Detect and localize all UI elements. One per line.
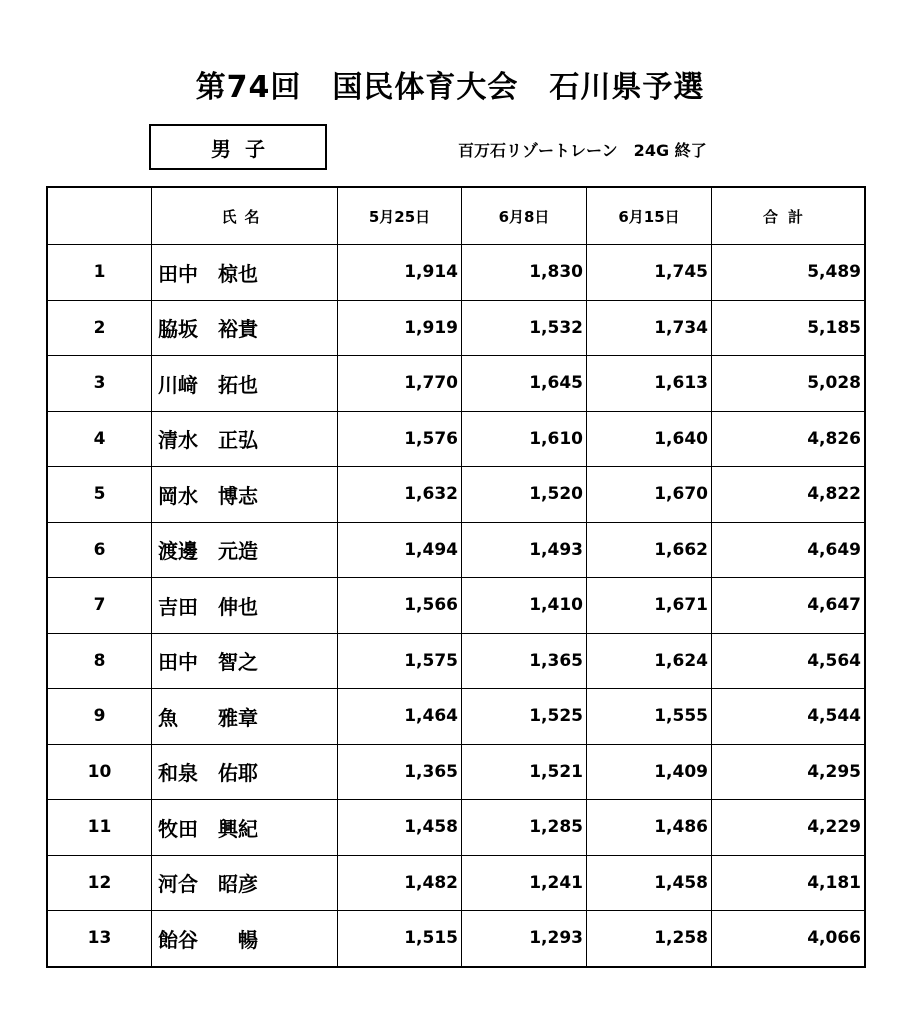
game2-score-cell: 1,645 [462, 356, 587, 412]
table-row [47, 744, 865, 800]
player-name-cell: 和泉 佑耶 [152, 744, 338, 800]
game1-score-cell: 1,464 [338, 689, 462, 745]
total-score-cell: 4,649 [712, 522, 866, 578]
game1-score-cell: 1,482 [338, 855, 462, 911]
player-name-cell: 岡水 博志 [152, 467, 338, 523]
game3-score-cell: 1,670 [587, 467, 712, 523]
rank-cell: 9 [47, 689, 152, 745]
table-row [47, 245, 865, 301]
game3-score-cell: 1,640 [587, 411, 712, 467]
table-row [47, 633, 865, 689]
game1-score-cell: 1,566 [338, 578, 462, 634]
rank-cell: 2 [47, 300, 152, 356]
venue-status: 百万石リゾートレーン 24G 終了 [458, 141, 707, 160]
game1-score-cell: 1,365 [338, 744, 462, 800]
header-total: 合計 [712, 187, 866, 245]
game2-score-cell: 1,493 [462, 522, 587, 578]
rank-cell: 4 [47, 411, 152, 467]
game3-score-cell: 1,745 [587, 245, 712, 301]
header-game3-date: 6月15日 [587, 187, 712, 245]
game2-score-cell: 1,285 [462, 800, 587, 856]
rank-cell: 12 [47, 855, 152, 911]
game1-score-cell: 1,458 [338, 800, 462, 856]
rank-cell: 8 [47, 633, 152, 689]
header-rank [47, 187, 152, 245]
game1-score-cell: 1,770 [338, 356, 462, 412]
game2-score-cell: 1,365 [462, 633, 587, 689]
game2-score-cell: 1,532 [462, 300, 587, 356]
table-row [47, 911, 865, 967]
rank-cell: 1 [47, 245, 152, 301]
table-row [47, 855, 865, 911]
table-row [47, 411, 865, 467]
total-score-cell: 4,647 [712, 578, 866, 634]
player-name-cell: 田中 智之 [152, 633, 338, 689]
game2-score-cell: 1,525 [462, 689, 587, 745]
player-name-cell: 清水 正弘 [152, 411, 338, 467]
game1-score-cell: 1,914 [338, 245, 462, 301]
player-name-cell: 牧田 興紀 [152, 800, 338, 856]
game3-score-cell: 1,486 [587, 800, 712, 856]
header-name: 氏名 [152, 187, 338, 245]
game1-score-cell: 1,632 [338, 467, 462, 523]
category-label: 男子 [149, 124, 327, 170]
player-name-cell: 魚 雅章 [152, 689, 338, 745]
game3-score-cell: 1,662 [587, 522, 712, 578]
game2-score-cell: 1,241 [462, 855, 587, 911]
page-title: 第74回 国民体育大会 石川県予選 [195, 70, 705, 105]
game1-score-cell: 1,515 [338, 911, 462, 967]
total-score-cell: 4,066 [712, 911, 866, 967]
game3-score-cell: 1,734 [587, 300, 712, 356]
total-score-cell: 4,822 [712, 467, 866, 523]
game3-score-cell: 1,258 [587, 911, 712, 967]
rank-cell: 3 [47, 356, 152, 412]
game3-score-cell: 1,624 [587, 633, 712, 689]
game1-score-cell: 1,576 [338, 411, 462, 467]
table-row [47, 689, 865, 745]
game3-score-cell: 1,671 [587, 578, 712, 634]
total-score-cell: 4,229 [712, 800, 866, 856]
rank-cell: 10 [47, 744, 152, 800]
game3-score-cell: 1,409 [587, 744, 712, 800]
player-name-cell: 渡邊 元造 [152, 522, 338, 578]
header-game2-date: 6月8日 [462, 187, 587, 245]
total-score-cell: 5,185 [712, 300, 866, 356]
total-score-cell: 4,826 [712, 411, 866, 467]
game2-score-cell: 1,293 [462, 911, 587, 967]
table-row [47, 356, 865, 412]
player-name-cell: 飴谷 暢 [152, 911, 338, 967]
total-score-cell: 5,489 [712, 245, 866, 301]
total-score-cell: 5,028 [712, 356, 866, 412]
table-row [47, 578, 865, 634]
rank-cell: 7 [47, 578, 152, 634]
game3-score-cell: 1,613 [587, 356, 712, 412]
total-score-cell: 4,295 [712, 744, 866, 800]
player-name-cell: 田中 椋也 [152, 245, 338, 301]
results-table [46, 186, 866, 968]
game2-score-cell: 1,410 [462, 578, 587, 634]
game2-score-cell: 1,520 [462, 467, 587, 523]
player-name-cell: 脇坂 裕貴 [152, 300, 338, 356]
game3-score-cell: 1,555 [587, 689, 712, 745]
table-row [47, 467, 865, 523]
rank-cell: 11 [47, 800, 152, 856]
table-header-row [47, 187, 865, 245]
game1-score-cell: 1,575 [338, 633, 462, 689]
rank-cell: 13 [47, 911, 152, 967]
player-name-cell: 吉田 伸也 [152, 578, 338, 634]
game2-score-cell: 1,830 [462, 245, 587, 301]
game3-score-cell: 1,458 [587, 855, 712, 911]
table-row [47, 300, 865, 356]
game2-score-cell: 1,610 [462, 411, 587, 467]
header-game1-date: 5月25日 [338, 187, 462, 245]
game1-score-cell: 1,494 [338, 522, 462, 578]
game1-score-cell: 1,919 [338, 300, 462, 356]
total-score-cell: 4,564 [712, 633, 866, 689]
game2-score-cell: 1,521 [462, 744, 587, 800]
player-name-cell: 河合 昭彦 [152, 855, 338, 911]
table-row [47, 800, 865, 856]
total-score-cell: 4,181 [712, 855, 866, 911]
rank-cell: 6 [47, 522, 152, 578]
total-score-cell: 4,544 [712, 689, 866, 745]
player-name-cell: 川﨑 拓也 [152, 356, 338, 412]
rank-cell: 5 [47, 467, 152, 523]
table-row [47, 522, 865, 578]
